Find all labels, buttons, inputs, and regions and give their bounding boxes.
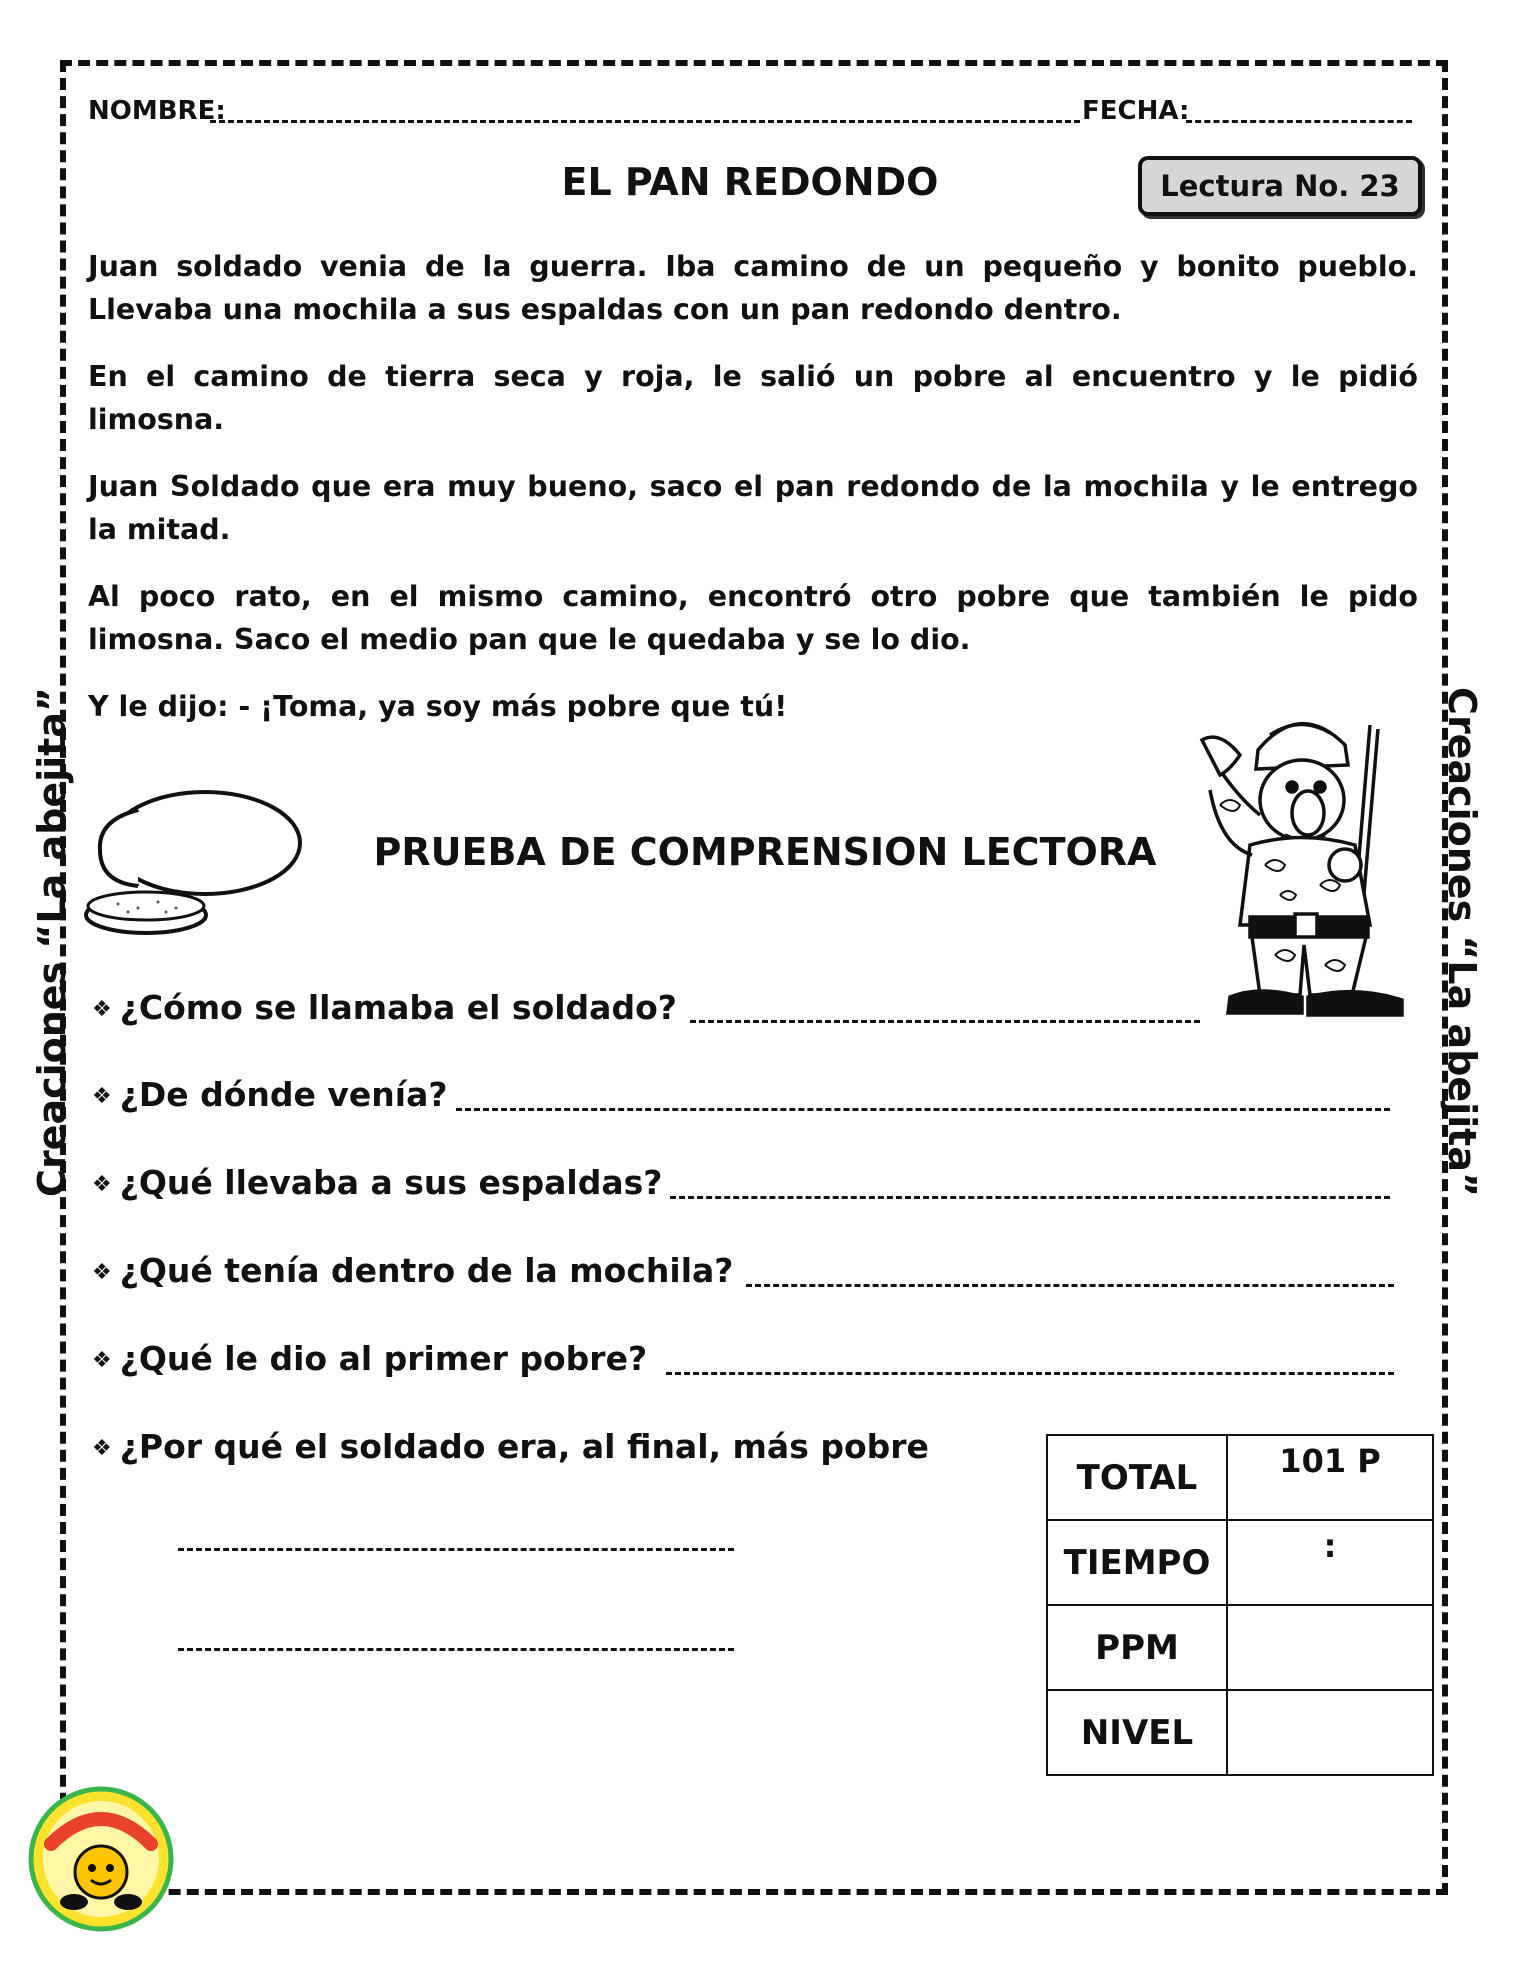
score-value[interactable]: : [1227, 1520, 1433, 1605]
answer-line-5[interactable] [666, 1372, 1394, 1375]
name-field-line[interactable] [210, 120, 1080, 123]
score-label: PPM [1047, 1605, 1227, 1690]
score-value[interactable] [1227, 1690, 1433, 1775]
answer-line-1[interactable] [690, 1020, 1200, 1023]
diamond-bullet-icon: ❖ [92, 1348, 112, 1373]
answer-line-3[interactable] [670, 1196, 1390, 1199]
question-text: ¿De dónde venía? [119, 1075, 448, 1114]
question-5 [92, 1339, 647, 1378]
answer-line-2[interactable] [456, 1108, 1390, 1111]
question-2 [92, 1075, 448, 1114]
lectura-badge: Lectura No. 23 [1138, 156, 1422, 216]
question-4 [92, 1251, 733, 1290]
question-text: ¿Qué le dio al primer pobre? [119, 1339, 648, 1378]
paragraph-3: Juan Soldado que era muy bueno, saco el pan redondo de la mochila y le entrego la mitad. [88, 470, 1418, 546]
score-label: NIVEL [1047, 1690, 1227, 1775]
table-row [1047, 1435, 1433, 1520]
score-value[interactable]: 101 P [1227, 1435, 1433, 1520]
paragraph-1: Juan soldado venia de la guerra. Iba camino de un pequeño y bonito pueblo. Llevaba una mochila a sus espaldas con un pan redondo dentro. [88, 250, 1418, 326]
diamond-bullet-icon: ❖ [92, 1172, 112, 1197]
question-text: ¿Qué tenía dentro de la mochila? [119, 1251, 734, 1290]
table-row [1047, 1605, 1433, 1690]
paragraph-4: Al poco rato, en el mismo camino, encontró otro pobre que también le pido limosna. Saco el medio pan que le quedaba y se lo dio. [88, 580, 1418, 656]
diamond-bullet-icon: ❖ [92, 1084, 112, 1109]
table-row [1047, 1520, 1433, 1605]
name-label: NOMBRE: [88, 96, 226, 126]
paragraph-5: Y le dijo: - ¡Toma, ya soy más pobre que tú! [88, 690, 788, 723]
date-field-line[interactable] [1186, 120, 1412, 123]
paragraph-2: En el camino de tierra seca y roja, le salió un pobre al encuentro y le pidió limosna. [88, 360, 1418, 436]
question-1 [92, 988, 677, 1027]
side-watermark-left: Creaciones “La abejita” [30, 687, 74, 1197]
score-value[interactable] [1227, 1605, 1433, 1690]
answer-line-6b[interactable] [178, 1648, 734, 1651]
question-text: ¿Qué llevaba a sus espaldas? [119, 1163, 663, 1202]
answer-line-6a[interactable] [178, 1548, 734, 1551]
header-row [88, 96, 1418, 136]
score-table [1046, 1434, 1434, 1776]
diamond-bullet-icon: ❖ [92, 1436, 112, 1461]
bee-logo-icon [26, 1784, 176, 1934]
bread-icon [78, 780, 308, 950]
score-label: TIEMPO [1047, 1520, 1227, 1605]
diamond-bullet-icon: ❖ [92, 997, 112, 1022]
score-label: TOTAL [1047, 1435, 1227, 1520]
diamond-bullet-icon: ❖ [92, 1260, 112, 1285]
table-row [1047, 1690, 1433, 1775]
answer-line-4[interactable] [746, 1284, 1394, 1287]
comprehension-title: PRUEBA DE COMPRENSION LECTORA [373, 830, 1157, 874]
question-6 [92, 1427, 929, 1466]
question-text: ¿Cómo se llamaba el soldado? [119, 988, 677, 1027]
question-3 [92, 1163, 662, 1202]
soldier-icon [1180, 695, 1420, 1040]
date-label: FECHA: [1082, 96, 1190, 126]
question-text: ¿Por qué el soldado era, al final, más pobre [119, 1427, 929, 1466]
reading-title: EL PAN REDONDO [561, 160, 939, 204]
side-watermark-right: Creaciones “La abejita” [1440, 687, 1484, 1197]
